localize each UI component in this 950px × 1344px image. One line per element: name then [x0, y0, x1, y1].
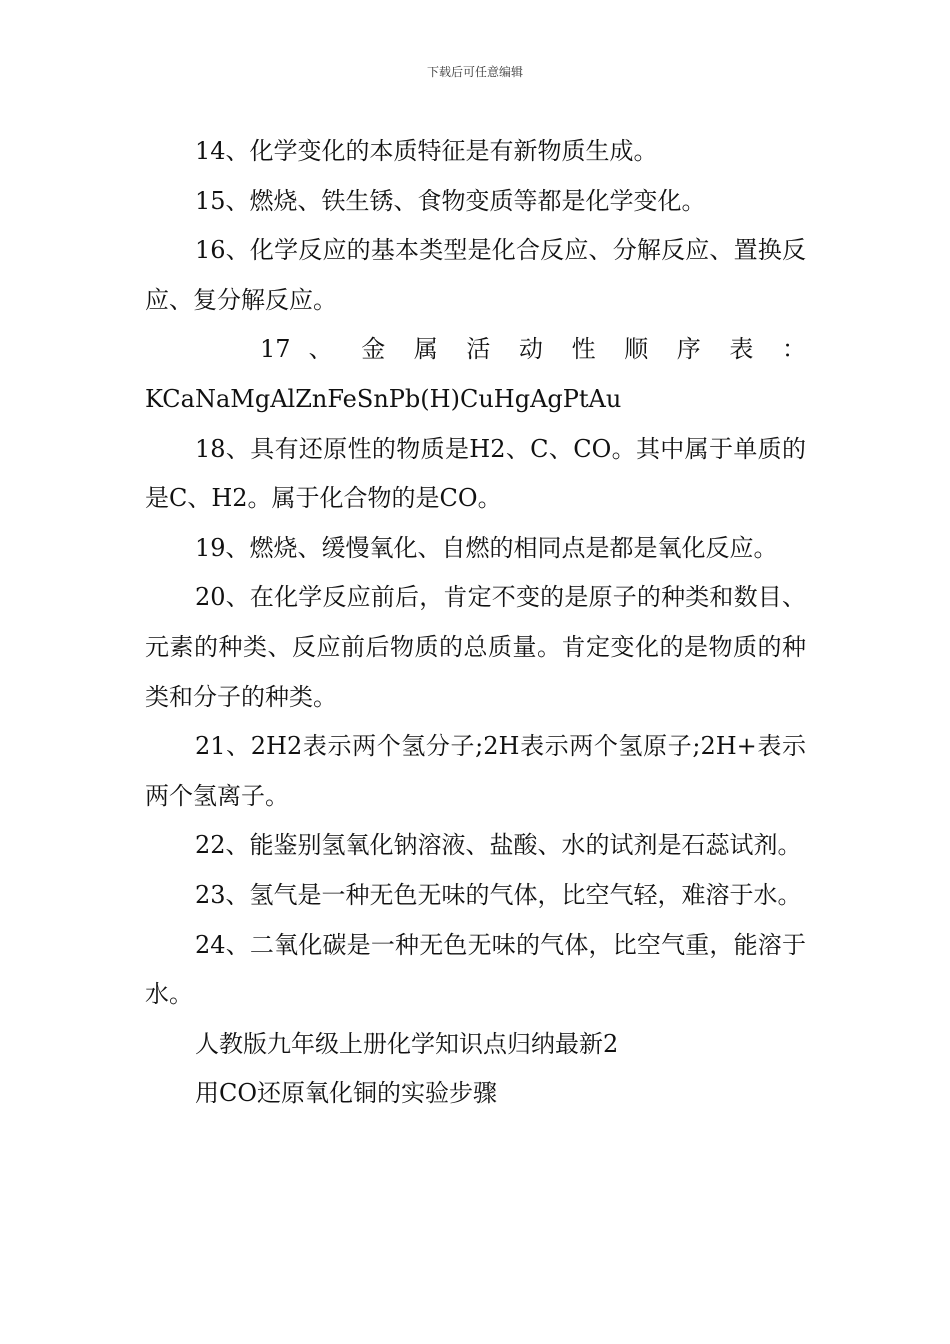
paragraph-18: 18、具有还原性的物质是H2、C、CO。其中属于单质的是C、H2。属于化合物的是CO。 — [145, 434, 806, 513]
paragraph-17-label: 17 、 金 属 活 动 性 顺 序 表 ： — [260, 335, 806, 364]
paragraph-23: 23、氢气是一种无色无味的气体，比空气轻，难溶于水。 — [195, 880, 802, 909]
paragraph-20: 20、在化学反应前后，肯定不变的是原子的种类和数目、元素的种类、反应前后物质的总质量。肯定变化的是物质的种类和分子的种类。 — [145, 583, 806, 711]
paragraph-24: 24、二氧化碳是一种无色无味的气体，比空气重，能溶于水。 — [145, 930, 806, 1009]
section-title: 人教版九年级上册化学知识点归纳最新2 — [195, 1029, 619, 1058]
paragraph-16: 16、化学反应的基本类型是化合反应、分解反应、置换反应、复分解反应。 — [145, 236, 806, 314]
paragraph-15: 15、燃烧、铁生锈、食物变质等都是化学变化。 — [195, 186, 706, 215]
section-subtitle: 用CO还原氧化铜的实验步骤 — [195, 1079, 498, 1108]
paragraph-14: 14、化学变化的本质特征是有新物质生成。 — [195, 137, 658, 165]
paragraph-17-series: KCaNaMgAlZnFeSnPb(H)CuHgAgPtAu — [145, 384, 622, 413]
paragraph-21: 21、2H2表示两个氢分子;2H表示两个氢原子;2H+表示两个氢离子。 — [145, 732, 806, 810]
document-body — [145, 127, 806, 1119]
paragraph-22: 22、能鉴别氢氧化钠溶液、盐酸、水的试剂是石蕊试剂。 — [195, 831, 802, 860]
page-header: 下载后可任意编辑 — [426, 65, 523, 79]
paragraph-19: 19、燃烧、缓慢氧化、自燃的相同点是都是氧化反应。 — [195, 533, 778, 562]
